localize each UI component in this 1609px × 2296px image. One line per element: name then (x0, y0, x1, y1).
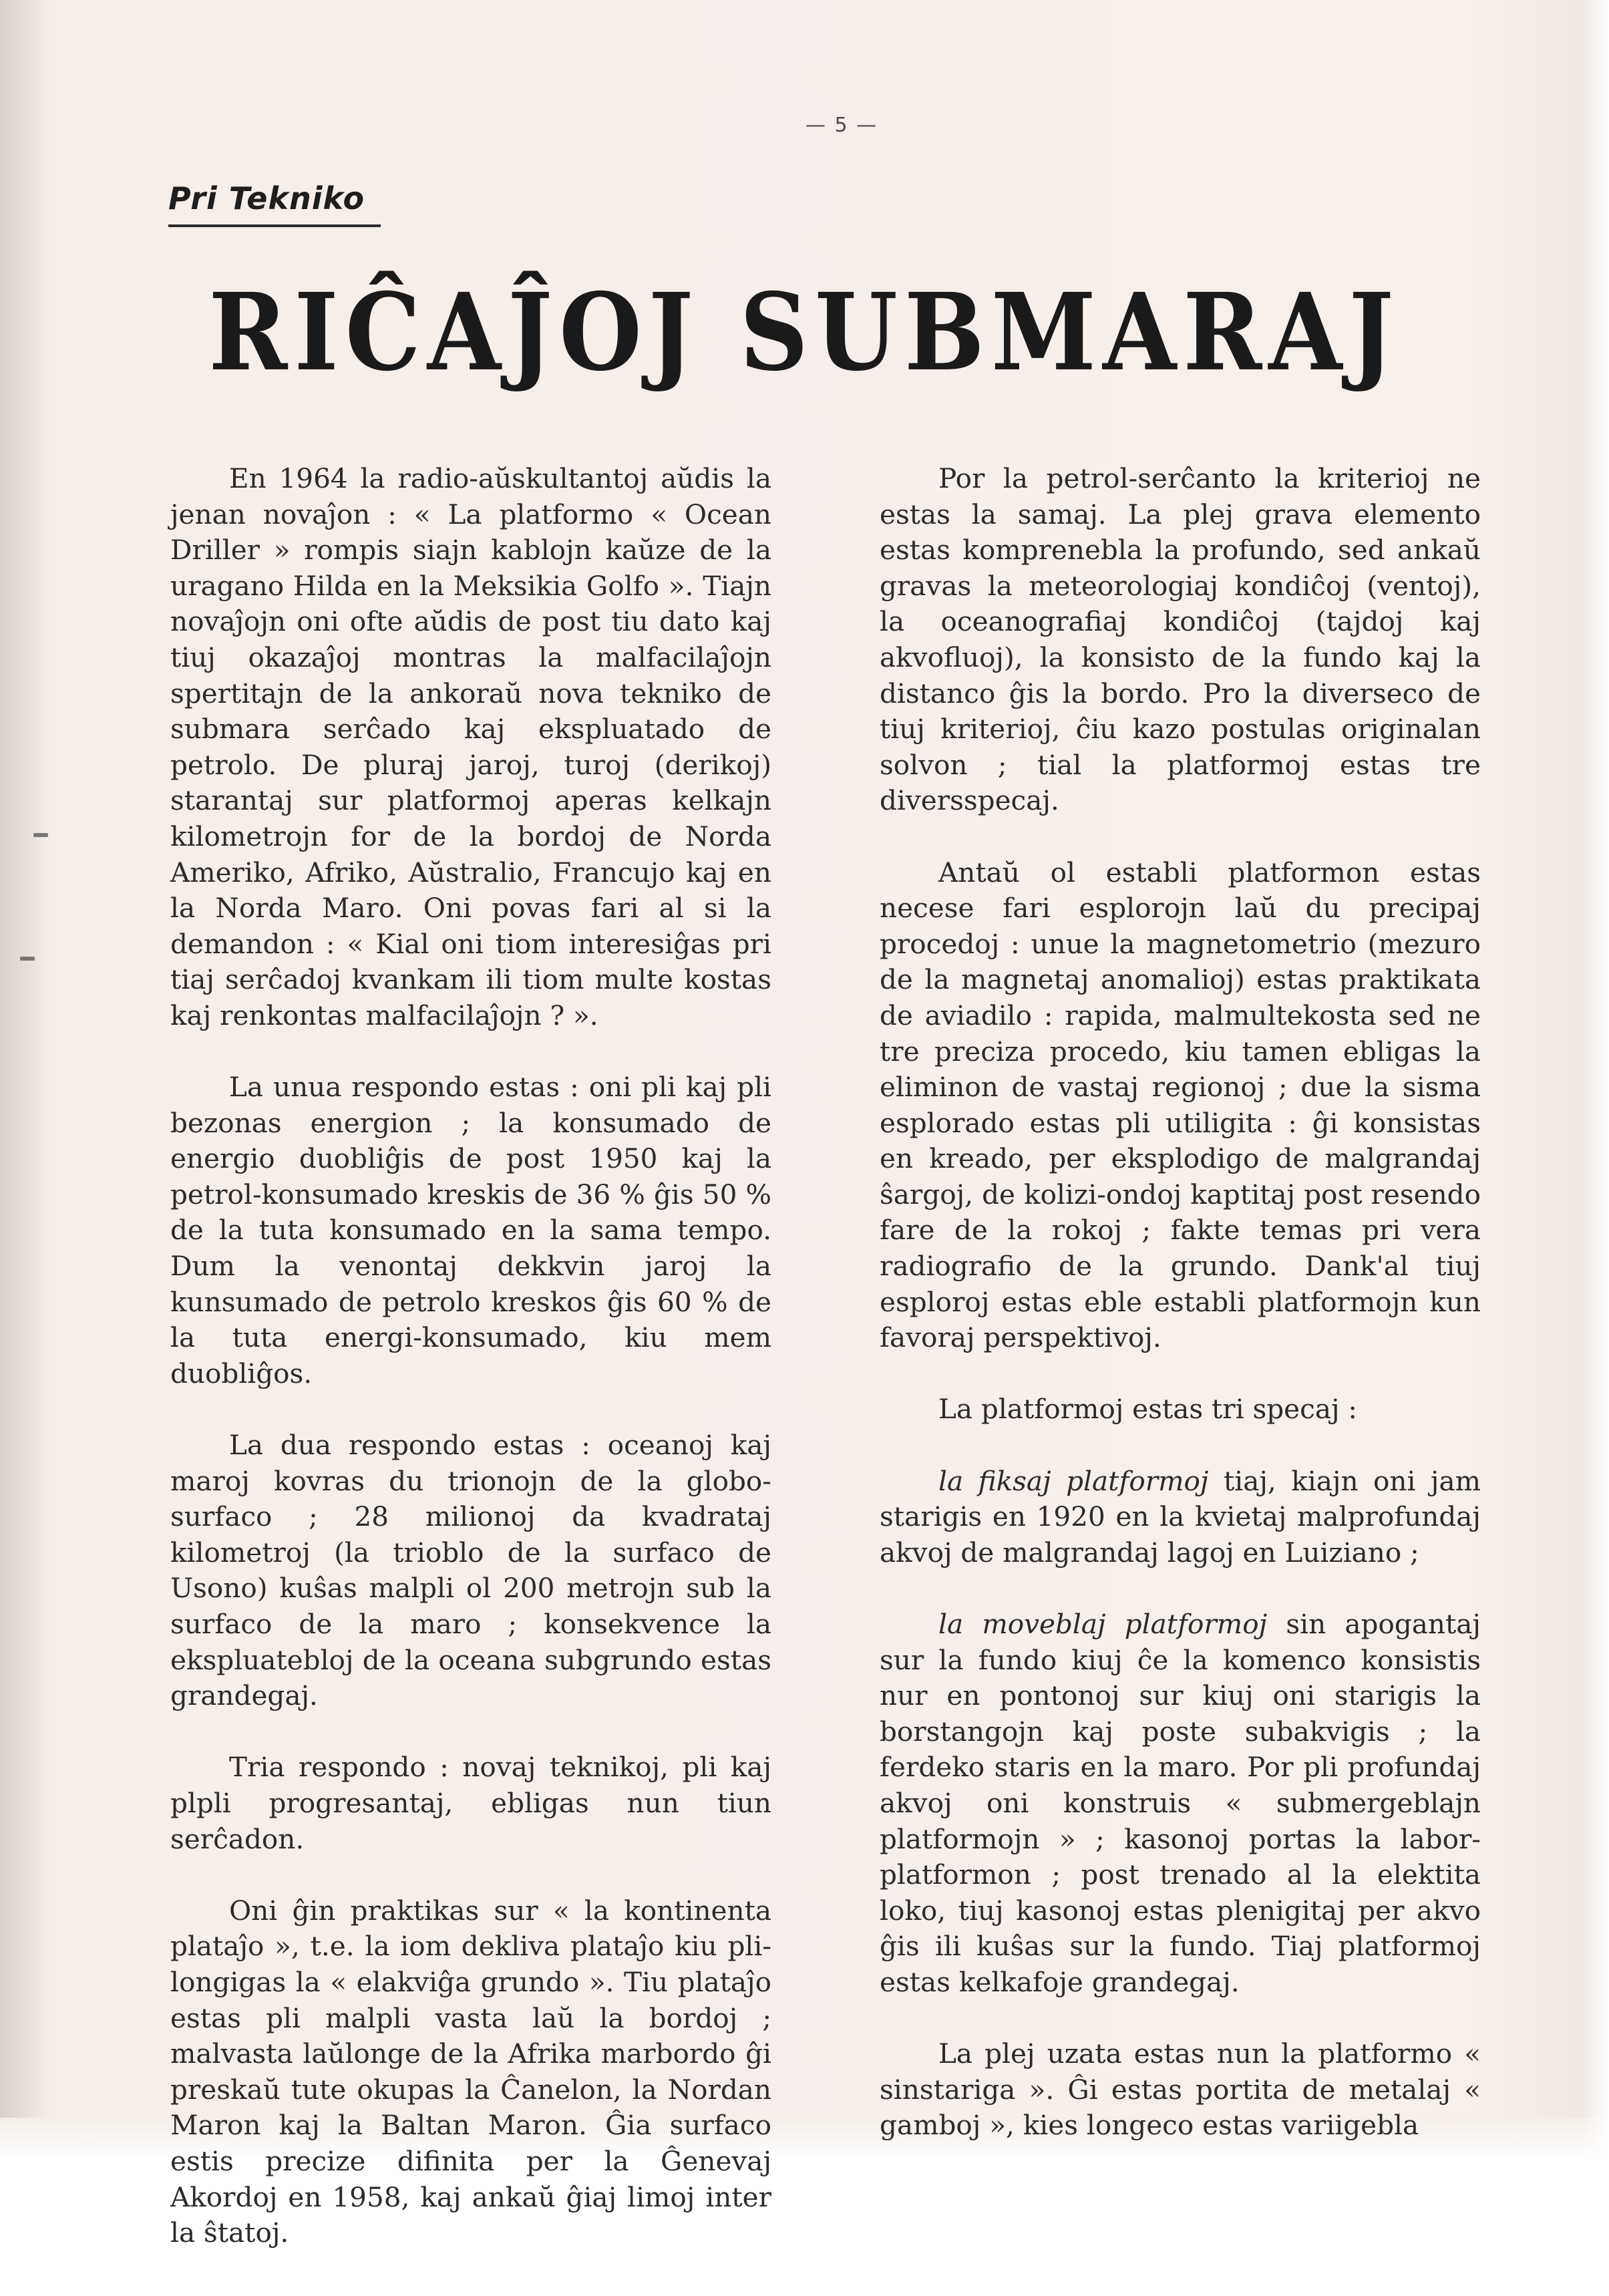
paragraph (880, 1464, 1481, 1571)
platform-type-term: la fiksaj platformoj (938, 1464, 1209, 1497)
paragraph-text: sin apogantaj sur la fundo kiuj ĉe la komenco konsistis nur en pontonoj sur kiuj oni starigis la borstangojn kaj poste subakvigis ; la ferdeko staris en la maro. Por pli profundaj akvoj oni konstruis « submergeblajn platformojn » ; kasonoj portas la labor-platformon ; post trenado al la elektita loko, tiuj kasonoj estas plenigitaj per akvo ĝis ili kuŝas sur la fundo. Tiaj platformoj estas kelkafoje grandegaj. (880, 1608, 1481, 1998)
staple-mark-bottom (20, 957, 35, 961)
paragraph: Oni ĝin praktikas sur « la kontinenta plataĵo », t.e. la iom dekliva plataĵo kiu pli-longigas la « elakviĝa grundo ». Tiu plataĵo estas pli malpli vasta laŭ la bordoj ; malvasta laŭlonge de la Afrika marbordo ĝi preskaŭ tute okupas la Ĉanelon, la Nordan Maron kaj la Baltan Maron. Ĝia surfaco estis precize difinita per la Ĝenevaj Akordoj en 1958, kaj ankaŭ ĝiaj limoj inter la ŝtatoj. (170, 1894, 771, 2249)
section-underline (168, 224, 381, 227)
paragraph: Antaŭ ol establi platformon estas necese fari esplorojn laŭ du precipaj procedoj : unue la magnetometrio (mezuro de la magnetaj anomalioj) estas praktikata de aviadilo : rapida, malmultekosta sed ne tre preciza procedo, kiu tamen ebligas la eliminon de vastaj regionoj ; due la sisma esplorado estas pli utiligita : ĝi konsistas en kreado, per eksplodigo de malgrandaj ŝargoj, de kolizi-ondoj kaptitaj post resendo fare de la rokoj ; fakte temas pri vera radiografio de la grundo. Dank'al tiuj esploroj estas eble establi platformojn kun favoraj perspektivoj. (880, 856, 1481, 1354)
page-number: — 5 — (805, 114, 878, 137)
article-column-left (170, 461, 771, 2251)
paragraph: La unua respondo estas : oni pli kaj pli bezonas energion ; la konsumado de energio duobliĝis de post 1950 kaj la petrol-konsumado kreskis de 36 % ĝis 50 % de la tuta konsumado en la sama tempo. Dum la venontaj dekkvin jaroj la kunsumado de petrolo kreskos ĝis 60 % de la tuta energi-konsumado, kiu mem duobliĝos. (170, 1071, 771, 1389)
paragraph (880, 1607, 1481, 2001)
article-title: RIĈAĴOJ SUBMARAJ (208, 271, 1401, 395)
paragraph: Tria respondo : novaj teknikoj, pli kaj plpli progresantaj, ebligas nun tiun serĉadon. (170, 1751, 771, 1855)
paragraph: Por la petrol-serĉanto la kriterioj ne estas la samaj. La plej grava elemento estas komprenebla la profundo, sed ankaŭ gravas la meteorologiaj kondiĉoj (ventoj), la oceanografiaj kondiĉoj (tajdoj kaj akvofluoj), la konsisto de la fundo kaj la distanco ĝis la bordo. Pro la diverseco de tiuj kriterioj, ĉiu kazo postulas originalan solvon ; tial la platformoj estas tre diversspecaj. (880, 462, 1481, 817)
paragraph: La plej uzata estas nun la platformo « sinstariga ». Ĝi estas portita de metalaj « gamboj », kies longeco estas variigebla (880, 2037, 1481, 2142)
paragraph: En 1964 la radio-aŭskultantoj aŭdis la jenan novaĵon : « La platformo « Ocean Driller » rompis siajn kablojn kaŭze de la uragano Hilda en la Meksikia Golfo ». Tiajn novaĵojn oni ofte aŭdis de post tiu dato kaj tiuj okazaĵoj montras la malfacilaĵojn spertitajn de la ankoraŭ nova tekniko de submara serĉado kaj ekspluatado de petrolo. De pluraj jaroj, turoj (derikoj) starantaj sur platformoj aperas kelkajn kilometrojn for de la bordoj de Norda Ameriko, Afriko, Aŭstralio, Francujo kaj en la Norda Maro. Oni povas fari al si la demandon : « Kial oni tiom interesiĝas pri tiaj serĉadoj kvankam ili tiom multe kostas kaj renkontas malfacilaĵojn ? ». (170, 462, 771, 1031)
paragraph-text: tiaj, kiajn oni jam starigis en 1920 en la kvietaj malprofundaj akvoj de malgrandaj lagoj en Luiziano ; (880, 1464, 1481, 1569)
paragraph: La platformoj estas tri specaj : (938, 1393, 1358, 1426)
paragraph: La dua respondo estas : oceanoj kaj maroj kovras du trionojn de la globo-surfaco ; 28 milionoj da kvadrataj kilometroj (la trioblo de la surfaco de Usono) kuŝas malpli ol 200 metrojn sub la surfaco de la maro ; konsekvence la ekspluatebloj de la oceana subgrundo estas grandegaj. (170, 1429, 771, 1712)
platform-type-term: la moveblaj platformoj (938, 1608, 1268, 1640)
section-label: Pri Tekniko (168, 180, 365, 216)
staple-mark-top (33, 833, 48, 837)
article-column-right (880, 461, 1481, 2144)
